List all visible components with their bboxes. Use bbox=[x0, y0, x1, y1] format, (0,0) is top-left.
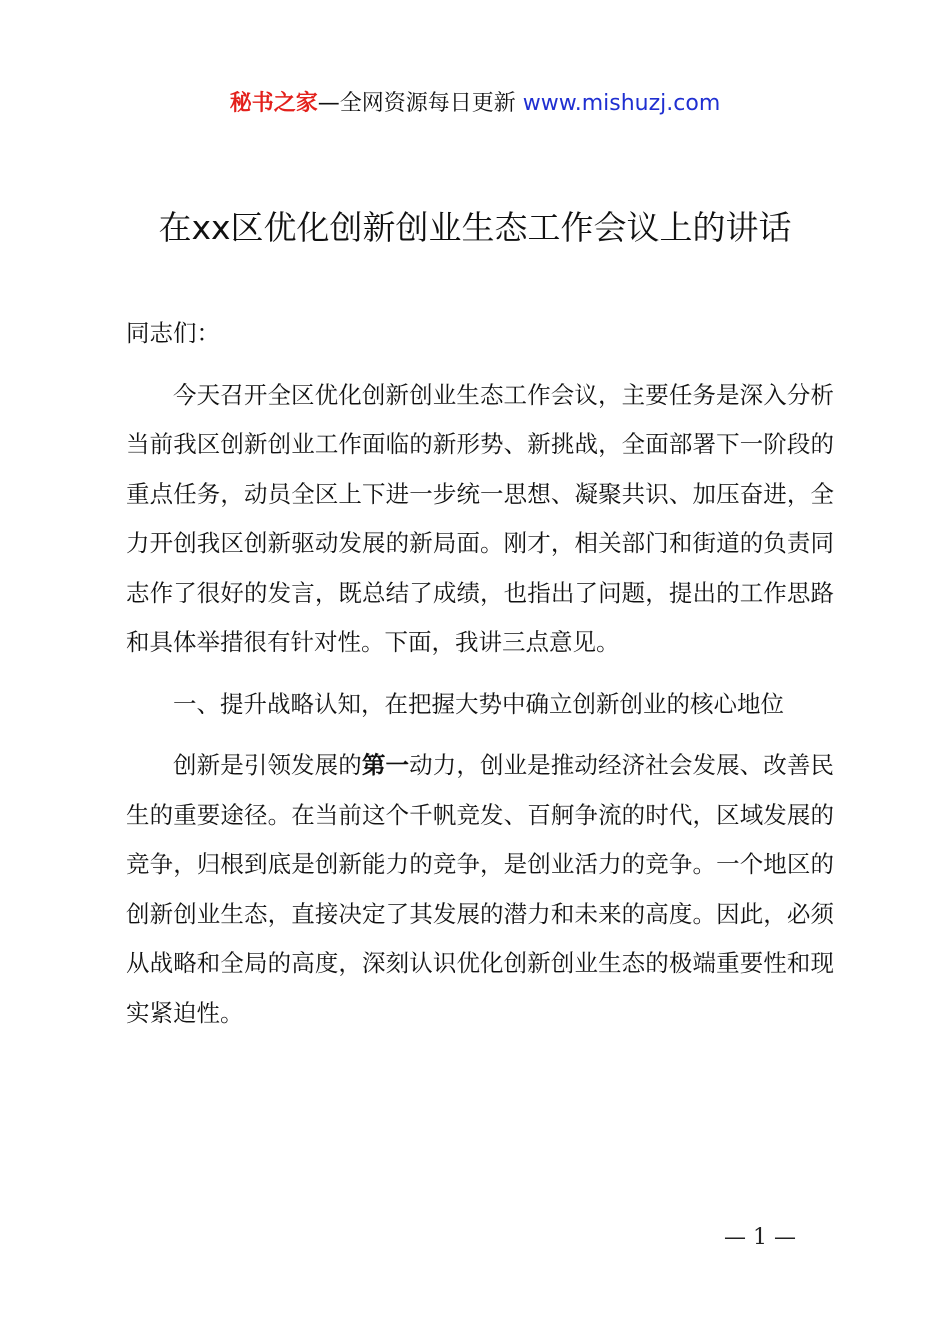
salutation: 同志们： bbox=[126, 319, 220, 347]
document-body bbox=[126, 309, 834, 1050]
page-number: — 1 — bbox=[724, 1225, 796, 1250]
paragraph-intro: 今天召开全区优化创新创业生态工作会议，主要任务是深入分析当前我区创新创业工作面临的新形势、新挑战，全面部署下一阶段的重点任务，动员全区上下进一步统一思想、凝聚共识、加压奋进，全力开创我区创新驱动发展的新局面。刚才，相关部门和街道的负责同志作了很好的发言，既总结了成绩，也指出了问题，提出的工作思路和具体举措很有针对性。下面，我讲三点意见。 bbox=[126, 380, 834, 656]
document-title: 在xx区优化创新创业生态工作会议上的讲话 bbox=[158, 208, 792, 248]
paragraph-innovation-text-a: 创新是引领发展的 bbox=[173, 751, 362, 779]
section-heading-1: 一、提升战略认知，在把握大势中确立创新创业的核心地位 bbox=[173, 689, 784, 718]
brand-name: 秘书之家 bbox=[229, 91, 318, 116]
site-url-link[interactable]: www.mishuzj.com bbox=[522, 91, 721, 116]
header-banner bbox=[0, 88, 950, 120]
paragraph-innovation bbox=[126, 741, 834, 1038]
paragraph-innovation-bold: 第一 bbox=[361, 751, 410, 779]
header-tagline: —全网资源每日更新 bbox=[317, 91, 516, 116]
paragraph-innovation-text-b: 动力，创业是推动经济社会发展、改善民生的重要途径。在当前这个千帆竞发、百舸争流的时代，区域发展的竞争，归根到底是创新能力的竞争，是创业活力的竞争。一个地区的创新创业生态，直接决定了其发展的潜力和未来的高度。因此，必须从战略和全局的高度，深刻认识优化创新创业生态的极端重要性和现实紧迫性。 bbox=[126, 751, 835, 1027]
